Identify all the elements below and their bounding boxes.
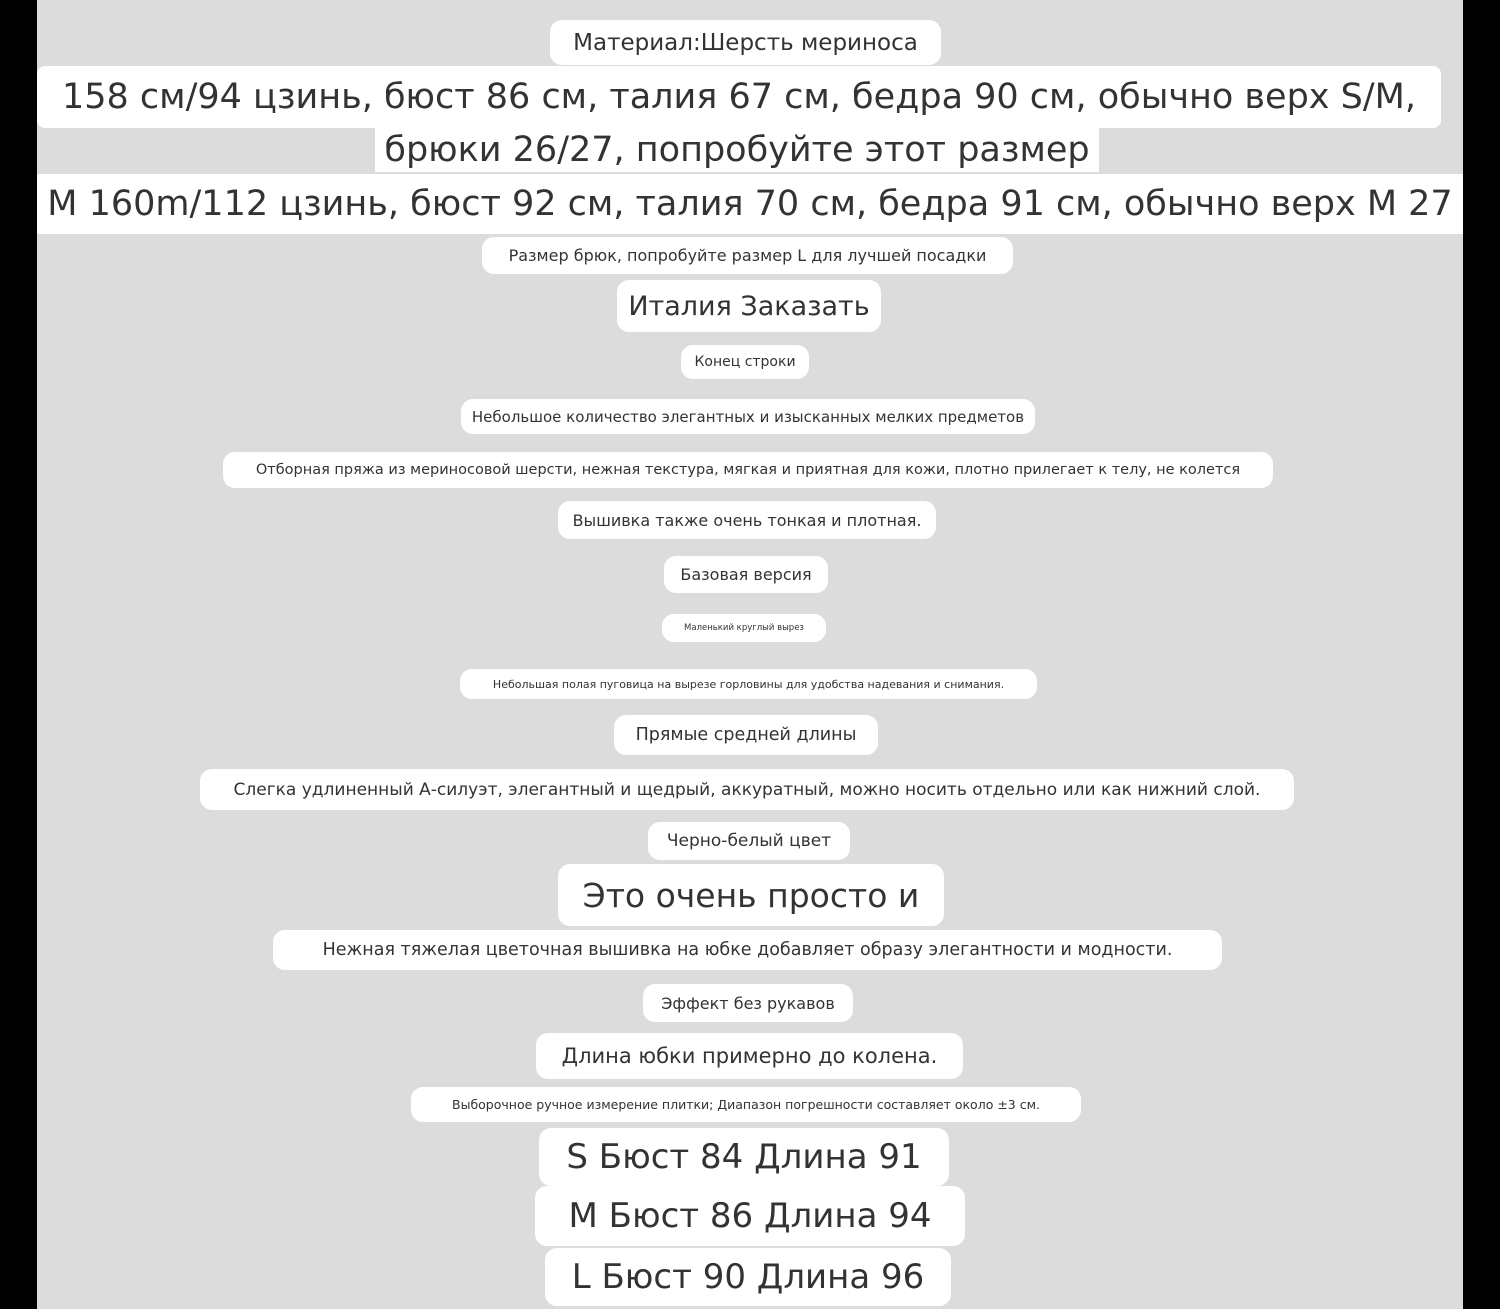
product-description-page <box>37 0 1463 1309</box>
italy-order-heading: Италия Заказать <box>617 280 881 332</box>
round-neck-label: Маленький круглый вырез <box>662 614 826 642</box>
size-row-m: M Бюст 86 Длина 94 <box>535 1186 965 1246</box>
material-line: Материал:Шерсть мериноса <box>550 20 941 65</box>
basic-version-label: Базовая версия <box>664 556 828 593</box>
a-line-description: Слегка удлиненный А-силуэт, элегантный и щедрый, аккуратный, можно носить отдельно или как нижний слой. <box>200 769 1294 810</box>
skirt-length-label: Длина юбки примерно до колена. <box>536 1033 963 1079</box>
model-2-measurements-line: M 160m/112 цзинь, бюст 92 см, талия 70 см, бедра 91 см, обычно верх M 27 <box>37 174 1463 234</box>
model-1-measurements-line-1: 158 см/94 цзинь, бюст 86 см, талия 67 см, бедра 90 см, обычно верх S/M, <box>37 66 1441 128</box>
measurement-note: Выборочное ручное измерение плитки; Диапазон погрешности составляет около ±3 см. <box>411 1087 1081 1122</box>
straight-mid-length-label: Прямые средней длины <box>614 715 878 755</box>
small-items-line: Небольшое количество элегантных и изысканных мелких предметов <box>461 399 1035 434</box>
very-simple-heading: Это очень просто и <box>558 864 944 926</box>
embroidery-fine-line: Вышивка также очень тонкая и плотная. <box>558 501 936 539</box>
button-description: Небольшая полая пуговица на вырезе горловины для удобства надевания и снимания. <box>460 669 1037 699</box>
size-row-s: S Бюст 84 Длина 91 <box>539 1128 949 1186</box>
sleeveless-effect-label: Эффект без рукавов <box>643 984 853 1022</box>
black-white-color-label: Черно-белый цвет <box>648 822 850 860</box>
pants-size-tip: Размер брюк, попробуйте размер L для лучшей посадки <box>482 237 1013 274</box>
model-1-measurements-line-2: брюки 26/27, попробуйте этот размер <box>375 128 1099 172</box>
size-row-l: L Бюст 90 Длина 96 <box>545 1248 951 1306</box>
floral-embroidery-description: Нежная тяжелая цветочная вышивка на юбке добавляет образу элегантности и модности. <box>273 930 1222 970</box>
end-of-line-label: Конец строки <box>681 345 809 379</box>
yarn-description: Отборная пряжа из мериносовой шерсти, нежная текстура, мягкая и приятная для кожи, плотно прилегает к телу, не колется <box>223 452 1273 488</box>
